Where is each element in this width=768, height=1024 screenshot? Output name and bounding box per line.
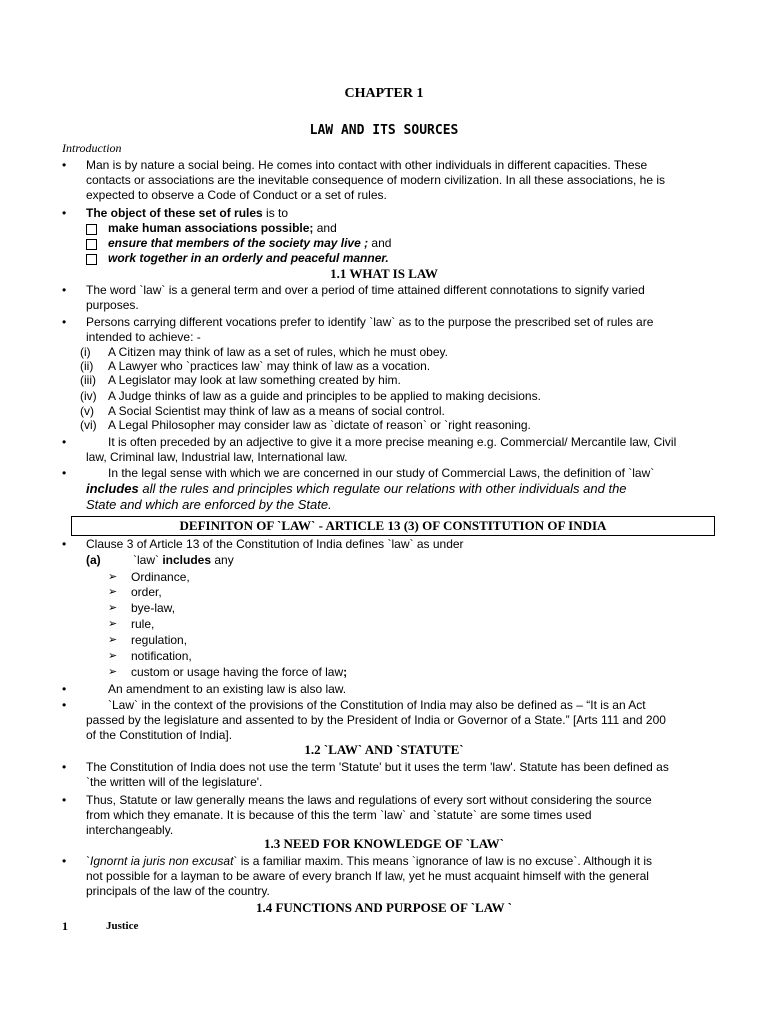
law-includes-item: notification, (131, 649, 192, 663)
italic-text: all the rules and principles which regulate our relations with other individuals and the (138, 481, 627, 497)
list-item: A Legislator may look at law something created by him. (108, 373, 401, 387)
bullet-icon: • (62, 537, 67, 551)
text-line: The Constitution of India does not use the term 'Statute' but it uses the term 'law'. Statute has been defined as (86, 760, 669, 774)
text: `law` (133, 553, 159, 567)
text-line: contacts or associations are the inevitable consequence of modern civilization. In all these associations, he is (86, 173, 665, 188)
statute-paragraph-1 (86, 760, 703, 790)
list-item-number: (ii) (80, 359, 94, 373)
list-item: A Legal Philosopher may consider law as `dictate of reason` or `right reasoning. (108, 418, 531, 432)
clause-label: (a) (86, 553, 101, 567)
amendment-paragraph: An amendment to an existing law is also law. (108, 682, 347, 696)
text-line (86, 854, 703, 869)
list-item-number: (iv) (80, 389, 97, 403)
law-includes-item: rule, (131, 617, 155, 631)
bold-italic-text: includes (86, 481, 139, 497)
text-line: It is often preceded by an adjective to give it a more precise meaning e.g. Commercial/ Mercantile law, Civil (108, 435, 677, 449)
text-line (86, 481, 703, 497)
bold-text: ; (343, 665, 348, 679)
text: and (368, 236, 392, 250)
knowledge-paragraph (86, 854, 703, 900)
text-line: not possible for a layman to be aware of every branch If law, yet he must acquaint himself with the general (86, 869, 649, 884)
intro-paragraph-1 (86, 158, 703, 204)
text-line: Thus, Statute or law generally means the laws and regulations of every sort without considering the source (86, 793, 652, 807)
law-includes-item: regulation, (131, 633, 188, 647)
text-line: Man is by nature a social being. He comes into contact with other individuals in different capacities. These (86, 158, 648, 172)
bullet-icon: • (62, 158, 67, 172)
bullet-icon: • (62, 682, 67, 696)
text-line: State and which are enforced by the State. (86, 497, 332, 513)
arrow-bullet-icon: ➢ (108, 618, 118, 630)
definition-paragraph: Clause 3 of Article 13 of the Constitution of India defines `law` as under (86, 537, 464, 551)
text-line: `the written will of the legislature'. (86, 775, 263, 790)
law-includes-item: order, (131, 585, 162, 599)
list-item-number: (iii) (80, 373, 96, 387)
text-line: The word `law` is a general term and over a period of time attained different connotations to signify varied (86, 283, 645, 297)
chapter-number: CHAPTER 1 (344, 86, 424, 101)
what-is-law-paragraph-2 (86, 315, 703, 345)
list-item: A Citizen may think of law as a set of rules, which he must obey. (108, 345, 448, 359)
text: is to (262, 206, 289, 220)
bold-italic-text: ensure that members of the society may live ; (108, 236, 369, 250)
section-heading-1-4: 1.4 FUNCTIONS AND PURPOSE OF `LAW ` (255, 900, 513, 915)
text-line: purposes. (86, 298, 139, 313)
clause-text (133, 553, 234, 568)
arrow-bullet-icon: ➢ (108, 650, 118, 662)
text-line: expected to observe a Code of Conduct or a set of rules. (86, 188, 387, 203)
text-line: of the Constitution of India]. (86, 728, 233, 743)
text-line: interchangeably. (86, 823, 174, 838)
adjective-paragraph (86, 435, 703, 465)
arrow-bullet-icon: ➢ (108, 571, 118, 583)
bullet-icon: • (62, 466, 67, 480)
section-heading-1-1: 1.1 WHAT IS LAW (330, 266, 438, 281)
list-item: A Social Scientist may think of law as a means of social control. (108, 404, 445, 418)
section-heading-1-3: 1.3 NEED FOR KNOWLEDGE OF `LAW` (263, 836, 505, 851)
bullet-icon: • (62, 315, 67, 329)
list-item-number: (i) (80, 345, 91, 359)
bullet-icon: • (62, 793, 67, 807)
checkbox-square-icon (86, 239, 97, 250)
objective-item-3: work together in an orderly and peaceful manner. (108, 251, 389, 265)
text: custom or usage having the force of law (131, 665, 344, 679)
bullet-icon: • (62, 435, 67, 449)
text-line: intended to achieve: - (86, 330, 201, 345)
law-includes-item: Ordinance, (131, 570, 190, 584)
sub-item-label: Justice (106, 920, 139, 932)
bullet-icon: • (62, 206, 67, 220)
text-line: In the legal sense with which we are concerned in our study of Commercial Laws, the definition of `law` (108, 466, 655, 480)
text: and (313, 221, 337, 235)
bold-text: The object of these set of rules (86, 206, 263, 220)
bullet-icon: • (62, 698, 67, 712)
checkbox-square-icon (86, 254, 97, 265)
intro-paragraph-2 (86, 206, 703, 221)
bullet-icon: • (62, 760, 67, 774)
list-item: A Judge thinks of law as a guide and principles to be applied to making decisions. (108, 389, 541, 403)
text: any (211, 553, 234, 567)
objective-item-2 (108, 236, 391, 251)
law-includes-item-last (131, 665, 347, 680)
text-line: law, Criminal law, Industrial law, International law. (86, 450, 348, 465)
objective-item-1 (108, 221, 337, 236)
law-context-paragraph (86, 698, 703, 744)
maxim-text: `Ignornt ia juris non excusat (86, 854, 234, 868)
text-line: `Law` in the context of the provisions of the Constitution of India may also be defined as – “It is an Act (108, 698, 646, 712)
bullet-icon: • (62, 283, 67, 297)
list-item-number: (vi) (80, 418, 97, 432)
sub-item-number: 1 (62, 919, 68, 933)
intro-heading: Introduction (62, 141, 122, 155)
text: ` is a familiar maxim. This means `ignorance of law is no excuse`. Although it is (233, 854, 653, 868)
bold-text: includes (159, 553, 212, 567)
section-heading-1-2: 1.2 `LAW` AND `STATUTE` (304, 742, 464, 757)
text-line: principals of the law of the country. (86, 884, 270, 899)
arrow-bullet-icon: ➢ (108, 666, 118, 678)
checkbox-square-icon (86, 224, 97, 235)
arrow-bullet-icon: ➢ (108, 634, 118, 646)
law-includes-item: bye-law, (131, 601, 176, 615)
legal-sense-paragraph (86, 466, 703, 513)
text-line: from which they emanate. It is because of this the term `law` and `statute` are some times used (86, 808, 592, 823)
what-is-law-paragraph-1 (86, 283, 703, 313)
definition-box-heading: DEFINITON OF `LAW` - ARTICLE 13 (3) OF CONSTITUTION OF INDIA (179, 518, 607, 533)
list-item: A Lawyer who `practices law` may think of law as a vocation. (108, 359, 431, 373)
text-line: passed by the legislature and assented to by the President of India or Governor of a State.” [Arts 111 and 200 (86, 713, 666, 728)
chapter-title: LAW AND ITS SOURCES (309, 123, 459, 138)
list-item-number: (v) (80, 404, 94, 418)
arrow-bullet-icon: ➢ (108, 602, 118, 614)
text-line: Persons carrying different vocations prefer to identify `law` as to the purpose the prescribed set of rules are (86, 315, 654, 329)
bullet-icon: • (62, 854, 67, 868)
statute-paragraph-2 (86, 793, 703, 839)
arrow-bullet-icon: ➢ (108, 586, 118, 598)
bold-text: make human associations possible; (108, 221, 314, 235)
